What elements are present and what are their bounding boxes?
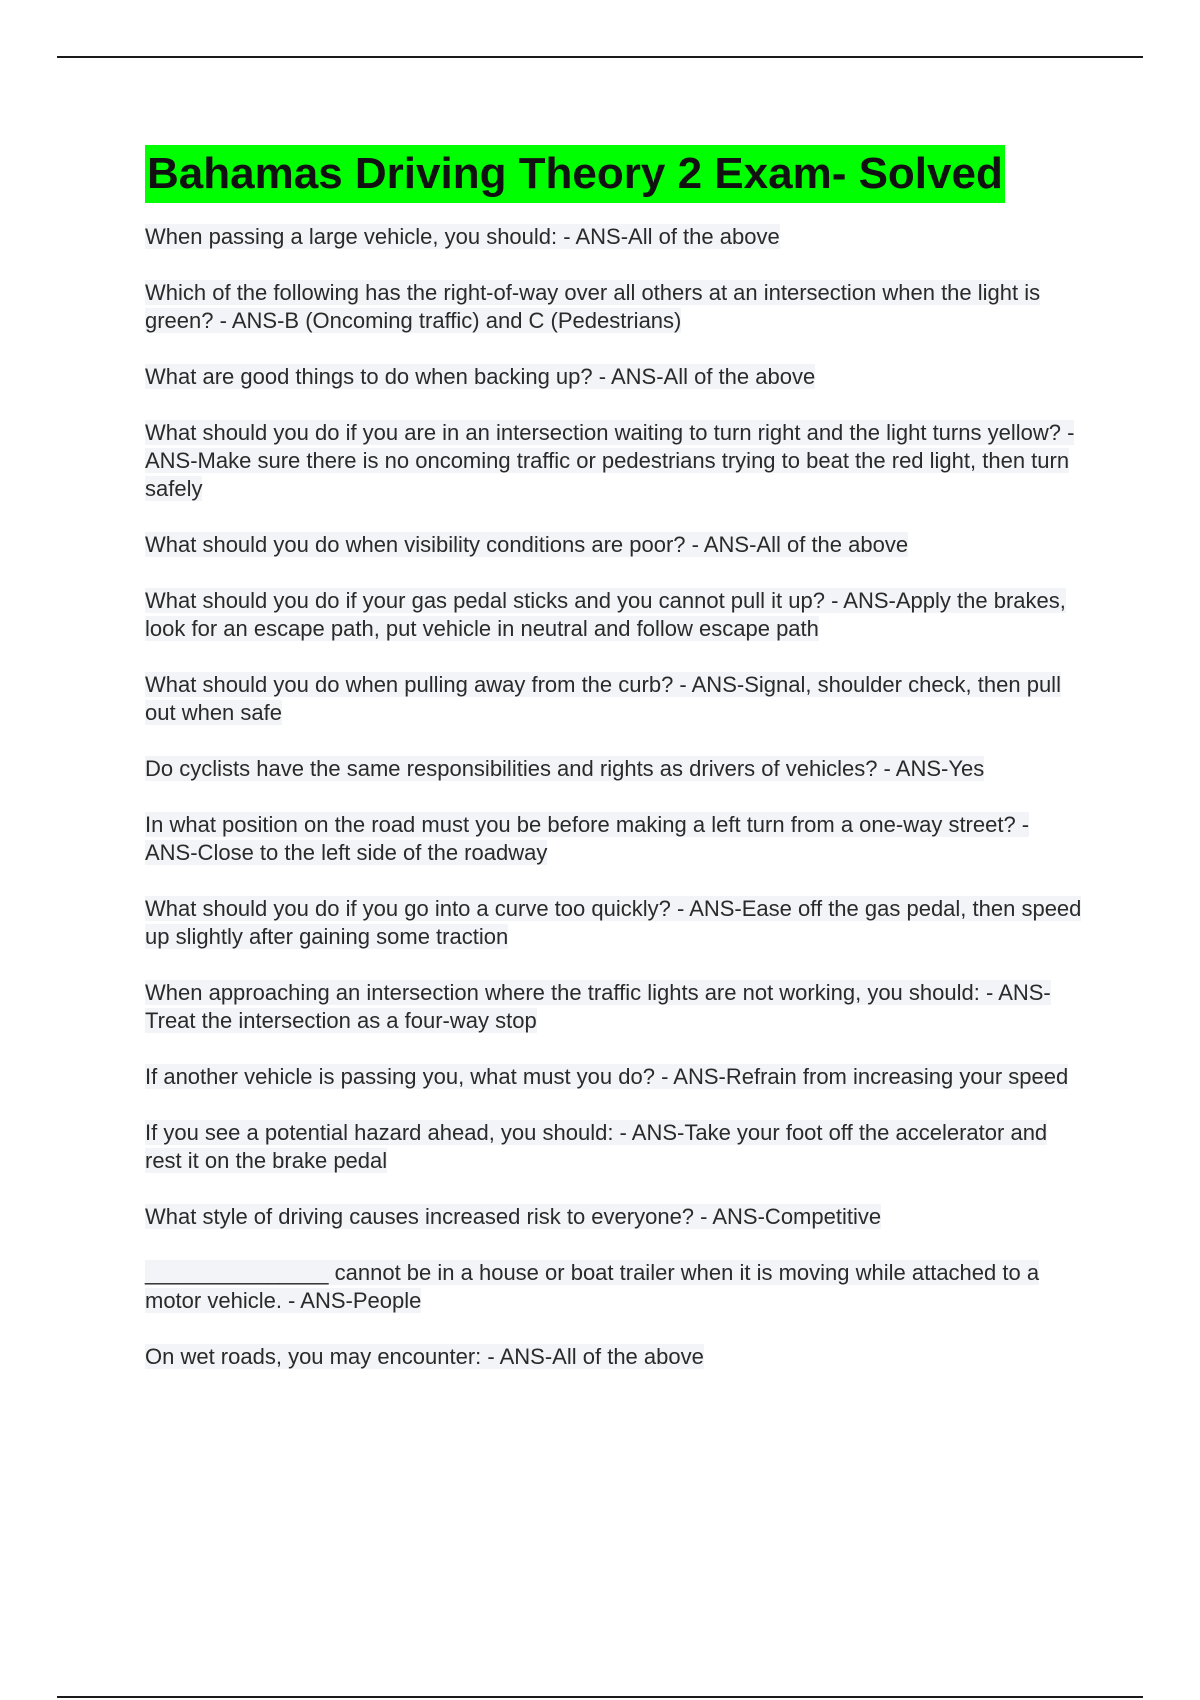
qa-item [145, 1203, 1085, 1231]
qa-item [145, 279, 1085, 335]
qa-text: On wet roads, you may encounter: - ANS-All of the above [145, 1344, 704, 1369]
qa-item [145, 1343, 1085, 1371]
qa-item [145, 223, 1085, 251]
qa-text: What should you do when pulling away from the curb? - ANS-Signal, shoulder check, then pull out when safe [145, 672, 1061, 725]
qa-text: What should you do if you are in an intersection waiting to turn right and the light turns yellow? - ANS-Make sure there is no oncoming traffic or pedestrians trying to beat the red light, then turn safely [145, 420, 1075, 501]
document-title: Bahamas Driving Theory 2 Exam- Solved [145, 145, 1005, 203]
qa-item [145, 671, 1085, 727]
qa-item [145, 1119, 1085, 1175]
qa-item [145, 531, 1085, 559]
qa-text: What should you do if your gas pedal sticks and you cannot pull it up? - ANS-Apply the brakes, look for an escape path, put vehicle in neutral and follow escape path [145, 588, 1066, 641]
qa-text: When approaching an intersection where the traffic lights are not working, you should: - ANS-Treat the intersection as a four-way stop [145, 980, 1051, 1033]
bottom-rule [57, 1696, 1143, 1698]
qa-item [145, 363, 1085, 391]
qa-item [145, 755, 1085, 783]
qa-list [145, 223, 1085, 1371]
qa-text: What should you do when visibility conditions are poor? - ANS-All of the above [145, 532, 909, 557]
qa-text: What should you do if you go into a curve too quickly? - ANS-Ease off the gas pedal, then speed up slightly after gaining some traction [145, 896, 1082, 949]
qa-text: _______________ cannot be in a house or boat trailer when it is moving while attached to a motor vehicle. - ANS-People [145, 1260, 1040, 1313]
qa-item [145, 979, 1085, 1035]
top-rule [57, 56, 1143, 58]
qa-item [145, 1259, 1085, 1315]
qa-text: Which of the following has the right-of-way over all others at an intersection when the light is green? - ANS-B (Oncoming traffic) and C (Pedestrians) [145, 280, 1041, 333]
qa-item [145, 587, 1085, 643]
title-wrap [145, 145, 1085, 203]
document-body [145, 145, 1085, 1399]
qa-item [145, 419, 1085, 503]
qa-text: What are good things to do when backing up? - ANS-All of the above [145, 364, 816, 389]
qa-text: What style of driving causes increased risk to everyone? - ANS-Competitive [145, 1204, 882, 1229]
qa-text: Do cyclists have the same responsibilities and rights as drivers of vehicles? - ANS-Yes [145, 756, 985, 781]
qa-text: If you see a potential hazard ahead, you should: - ANS-Take your foot off the accelerator and rest it on the brake pedal [145, 1120, 1048, 1173]
qa-item [145, 895, 1085, 951]
qa-text: When passing a large vehicle, you should: - ANS-All of the above [145, 224, 780, 249]
qa-text: If another vehicle is passing you, what must you do? - ANS-Refrain from increasing your speed [145, 1064, 1069, 1089]
qa-text: In what position on the road must you be before making a left turn from a one-way street? - ANS-Close to the left side of the roadway [145, 812, 1030, 865]
qa-item [145, 1063, 1085, 1091]
qa-item [145, 811, 1085, 867]
